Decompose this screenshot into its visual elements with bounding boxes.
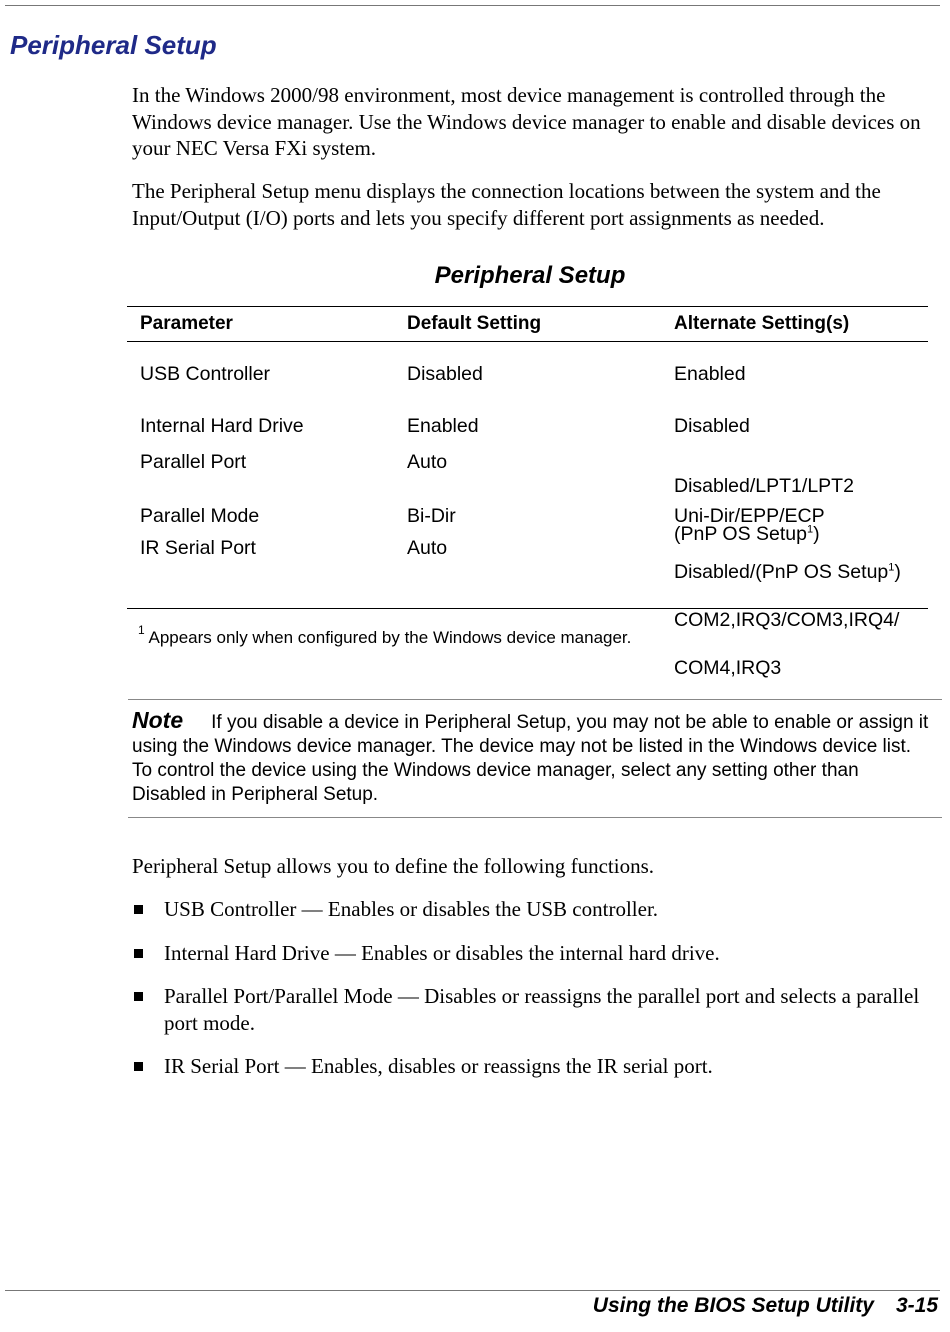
functions-list (132, 896, 932, 1097)
header-parameter: Parameter (140, 313, 233, 334)
footnote-marker: 1 (888, 561, 895, 574)
cell-alternate: Disabled (674, 415, 750, 437)
cell-parameter: IR Serial Port (140, 537, 256, 559)
list-item (132, 940, 932, 967)
table-row (127, 394, 928, 437)
cell-parameter: Parallel Mode (140, 505, 260, 527)
footer-rule (5, 1290, 940, 1291)
bullet-square-icon (134, 949, 143, 958)
list-item-text: Internal Hard Drive — Enables or disables the internal hard drive. (164, 940, 720, 965)
cell-alternate: Enabled (674, 363, 746, 385)
table-title: Peripheral Setup (434, 262, 626, 289)
table-footnote (138, 623, 632, 648)
cell-parameter: Parallel Port (140, 451, 247, 473)
page-heading: Peripheral Setup (10, 30, 217, 60)
footnote-text: Appears only when configured by the Windows device manager. (148, 628, 632, 647)
page-footer (593, 1294, 938, 1318)
list-item (132, 983, 932, 1036)
header-default: Default Setting (407, 313, 542, 334)
cell-default: Auto (407, 451, 448, 473)
intro-paragraph-2: The Peripheral Setup menu displays the connection locations between the system and the Input/Output (I/O) ports and lets you specify different port assignments as needed. (132, 179, 881, 230)
note-block (132, 708, 932, 807)
page-number: 3-15 (895, 1294, 938, 1317)
note-label: Note (132, 707, 184, 733)
functions-intro: Peripheral Setup allows you to define the following functions. (132, 854, 654, 878)
list-item-text: IR Serial Port — Enables, disables or reassigns the IR serial port. (164, 1054, 713, 1078)
alternate-line: COM2,IRQ3/COM3,IRQ4/ (674, 609, 900, 631)
alternate-text: (PnP OS Setup (674, 523, 807, 545)
note-text: If you disable a device in Peripheral Setup, you may not be able to enable or assign it using the Windows device manager. The device may not be listed in the Windows device list. To control the device using the Windows device manager, select any setting other than Disabled in Peripheral Setup. (132, 712, 929, 805)
alternate-text: ) (813, 523, 820, 545)
footer-title: Using the BIOS Setup Utility (592, 1294, 874, 1317)
alternate-text: Disabled/(PnP OS Setup (674, 561, 889, 583)
intro-paragraph-1: In the Windows 2000/98 environment, most device management is controlled through the Windows device manager. Use the Windows device manager to enable and disable devices on your NEC Versa FXi system. (132, 83, 921, 160)
bullet-square-icon (134, 992, 143, 1001)
alternate-line (674, 560, 901, 584)
cell-alternate (674, 536, 901, 704)
cell-default: Enabled (407, 415, 479, 437)
cell-parameter: USB Controller (140, 363, 271, 385)
alternate-text: ) (894, 561, 901, 583)
list-item-text: USB Controller — Enables or disables the USB controller. (164, 897, 659, 921)
cell-default: Disabled (407, 363, 483, 385)
note-bottom-rule (128, 817, 942, 818)
bullet-square-icon (134, 905, 143, 914)
alternate-line: COM4,IRQ3 (674, 657, 782, 679)
note-top-rule (128, 699, 942, 700)
footnote-number: 1 (138, 623, 145, 638)
top-rule (5, 5, 940, 6)
cell-default: Bi-Dir (407, 505, 456, 527)
list-item-text: Parallel Port/Parallel Mode — Disables or reassigns the parallel port and selects a parallel port mode. (164, 984, 920, 1035)
footnote-marker: 1 (806, 523, 814, 536)
cell-parameter: Internal Hard Drive (140, 415, 304, 437)
table-header-row (127, 307, 928, 341)
list-item (132, 1053, 932, 1080)
alternate-line: Disabled/LPT1/LPT2 (674, 475, 854, 497)
bullet-square-icon (134, 1062, 143, 1071)
cell-alternate: Uni-Dir/EPP/ECP (674, 505, 825, 527)
list-item (132, 896, 932, 923)
cell-default: Auto (407, 537, 448, 559)
header-alternate: Alternate Setting(s) (674, 313, 850, 334)
table-row (127, 342, 928, 394)
table-row (127, 488, 928, 527)
